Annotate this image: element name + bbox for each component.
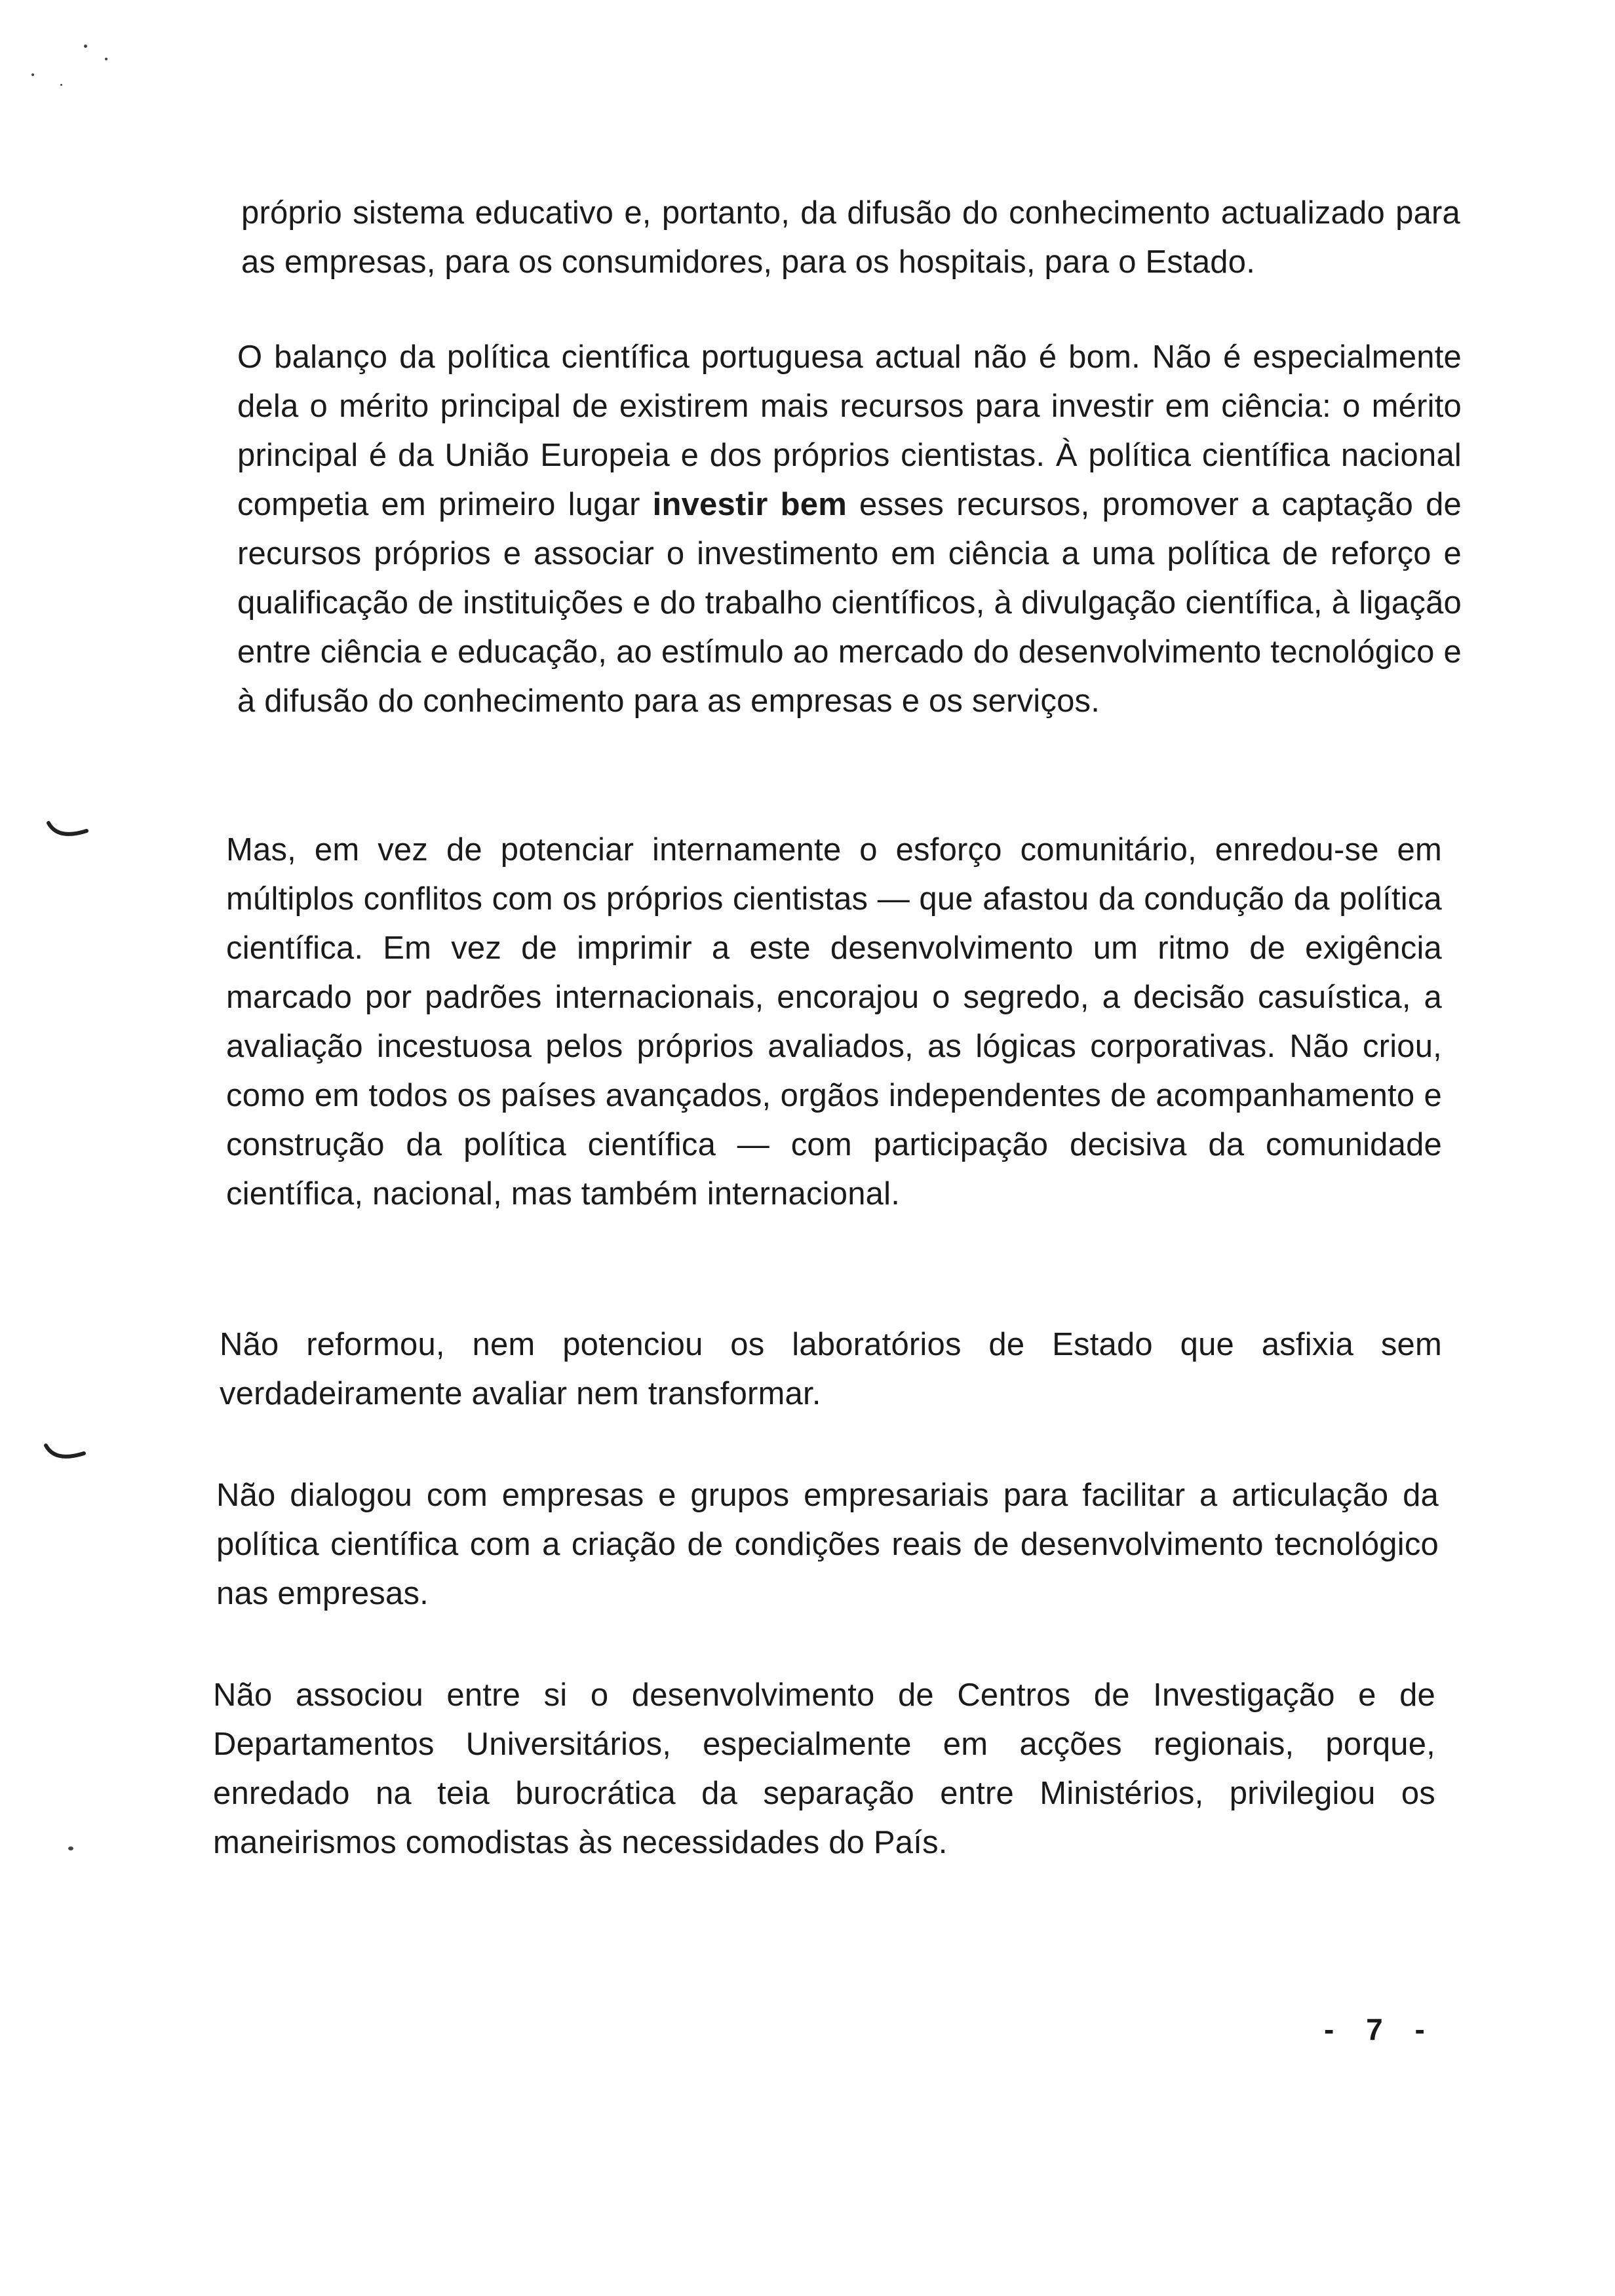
paragraph-6: Não associou entre si o desenvolvimento de Centros de Investigação e de Departamentos Universitários, especialmente em acções regionais, porque, enredado na teia burocrática da separação entre Ministérios, privilegiou os maneirismos comodistas às necessidades do País. xyxy=(213,1677,1435,1860)
scan-speck xyxy=(105,58,107,60)
page-number: - 7 - xyxy=(1324,2012,1437,2046)
paragraph-2-bold-phrase: investir bem xyxy=(652,487,847,522)
scan-speck xyxy=(31,73,34,76)
paragraph-4: Não reformou, nem potenciou os laboratórios de Estado que asfixia sem verdadeiramente avaliar nem transformar. xyxy=(220,1327,1442,1411)
margin-check-mark-icon xyxy=(46,819,92,845)
scan-speck xyxy=(68,1846,73,1850)
scan-speck xyxy=(84,45,87,48)
margin-check-mark-icon xyxy=(43,1442,89,1468)
paragraph-2-text-end: esses recursos, promover a captação de recursos próprios e associar o investimento em ciência a uma política de reforço e qualificação de instituições e do trabalho científicos, à divulgação científica, à ligação entre ciência e educação, ao estímulo ao mercado do desenvolvimento tecnológico e à difusão do conhecimento para as empresas e os serviços. xyxy=(237,487,1462,719)
paragraph-2-text-start: O balanço da política científica portuguesa actual não é bom. Não é especialmente dela o mérito principal de existirem mais recursos para investir em ciência: o mérito principal é da União Europeia e dos próprios cientistas. À política científica nacional competia em primeiro lugar xyxy=(237,339,1462,522)
paragraph-5: Não dialogou com empresas e grupos empresariais para facilitar a articulação da política científica com a criação de condições reais de desenvolvimento tecnológico nas empresas. xyxy=(216,1478,1439,1611)
scan-speck xyxy=(60,84,62,86)
paragraph-3: Mas, em vez de potenciar internamente o esforço comunitário, enredou-se em múltiplos conflitos com os próprios cientistas — que afastou da condução da política científica. Em vez de imprimir a este desenvolvimento um ritmo de exigência marcado por padrões internacionais, encorajou o segredo, a decisão casuística, a avaliação incestuosa pelos próprios avaliados, as lógicas corporativas. Não criou, como em todos os países avançados, orgãos independentes de acompanhamento e construção da política científica — com participação decisiva da comunidade científica, nacional, mas também internacional. xyxy=(226,832,1442,1212)
paragraph-1: próprio sistema educativo e, portanto, da difusão do conhecimento actualizado para as empresas, para os consumidores, para os hospitais, para o Estado. xyxy=(241,195,1460,280)
paragraph-2 xyxy=(237,333,1462,726)
